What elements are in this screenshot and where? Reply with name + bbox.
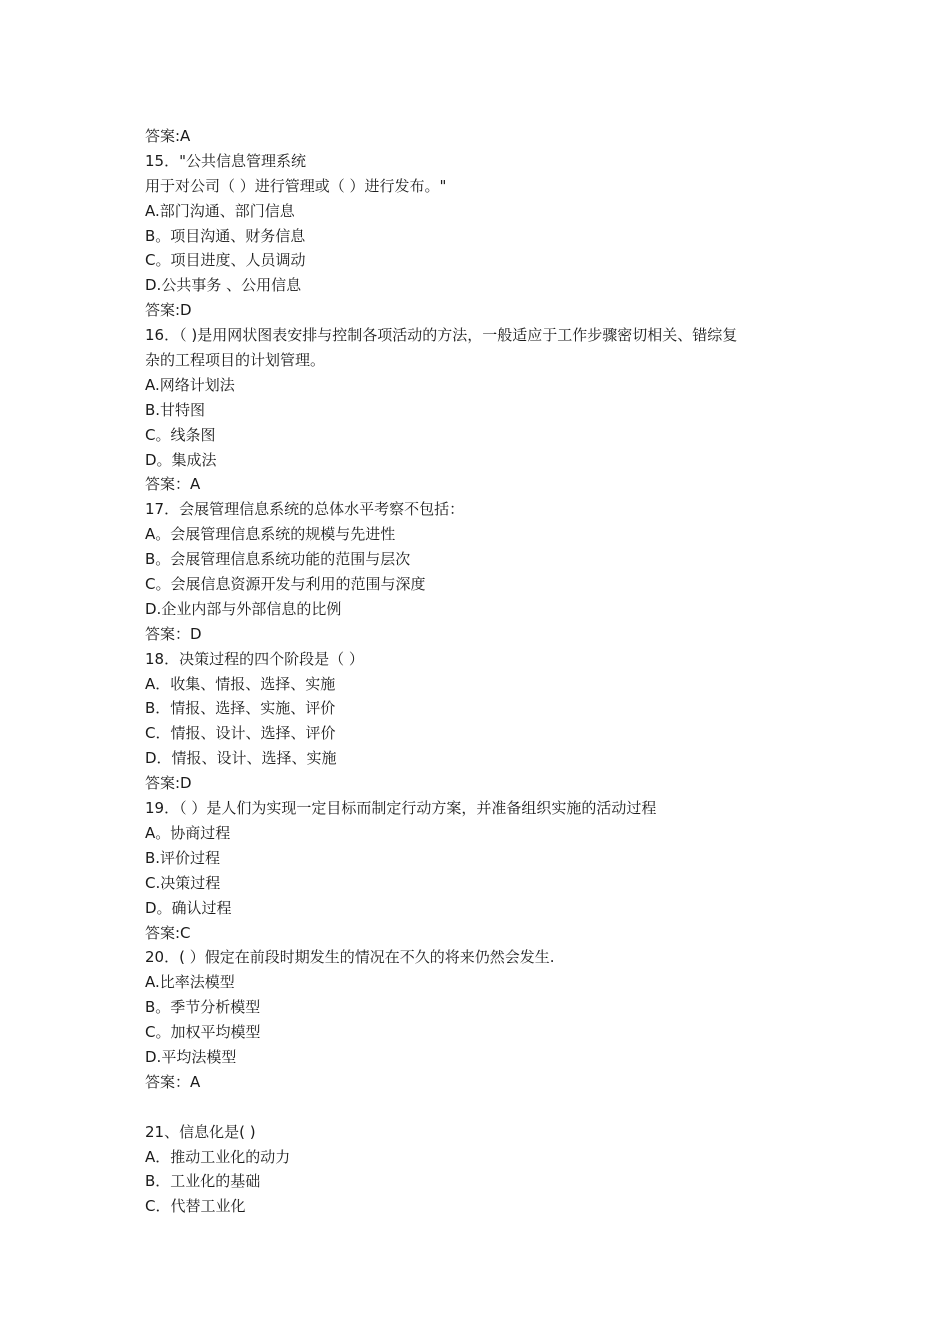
option-18-a: A．收集、情报、选择、实施 (145, 674, 336, 693)
option-15-d: D.公共事务 、公用信息 (145, 276, 302, 295)
option-20-b: B。季节分析模型 (145, 998, 261, 1017)
option-19-b: B.评价过程 (145, 848, 221, 867)
option-18-c: C．情报、设计、选择、评价 (145, 724, 336, 743)
option-20-a: A.比率法模型 (145, 973, 235, 992)
option-19-c: C.决策过程 (145, 873, 221, 892)
answer-14: 答案:A (145, 127, 191, 145)
option-21-a: A．推动工业化的动力 (145, 1147, 291, 1166)
option-15-c: C。项目进度、人员调动 (145, 251, 306, 270)
option-21-c: C．代替工业化 (145, 1197, 246, 1216)
option-16-d: D。集成法 (145, 450, 217, 469)
question-20: 20．( ）假定在前段时期发生的情况在不久的将来仍然会发生. (145, 948, 555, 967)
option-15-a: A.部门沟通、部门信息 (145, 201, 295, 220)
option-17-a: A。会展管理信息系统的规模与先进性 (145, 525, 396, 544)
option-18-b: B．情报、选择、实施、评价 (145, 699, 336, 718)
answer-18: 答案:D (145, 774, 192, 793)
option-19-d: D。确认过程 (145, 898, 232, 917)
question-16-line-1: 16．（ )是用网状图表安排与控制各项活动的方法，一般适应于工作步骤密切相关、错综复 (145, 326, 738, 345)
question-16-line-2: 杂的工程项目的计划管理。 (145, 351, 326, 370)
option-20-c: C。加权平均模型 (145, 1023, 261, 1042)
document-body (145, 124, 845, 1219)
question-17: 17．会展管理信息系统的总体水平考察不包括： (145, 500, 465, 519)
option-21-b: B．工业化的基础 (145, 1172, 261, 1191)
answer-15: 答案:D (145, 301, 192, 320)
option-16-c: C。线条图 (145, 425, 216, 444)
question-15-line-1: 15．"公共信息管理系统 (145, 151, 306, 170)
blank-line (145, 1095, 845, 1120)
option-19-a: A。协商过程 (145, 823, 231, 842)
option-15-b: B。项目沟通、财务信息 (145, 226, 306, 245)
option-17-d: D.企业内部与外部信息的比例 (145, 599, 342, 618)
option-20-d: D.平均法模型 (145, 1047, 237, 1066)
answer-16: 答案：A (145, 475, 201, 494)
question-18: 18．决策过程的四个阶段是（ ） (145, 649, 364, 668)
question-21: 21、信息化是( ) (145, 1122, 256, 1141)
answer-19: 答案:C (145, 923, 191, 942)
question-15-line-2: 用于对公司（ ）进行管理或（ ）进行发布。" (145, 176, 447, 195)
option-16-b: B.甘特图 (145, 400, 206, 419)
option-16-a: A.网络计划法 (145, 375, 235, 394)
question-19: 19．（ ）是人们为实现一定目标而制定行动方案，并准备组织实施的活动过程 (145, 799, 657, 818)
option-17-b: B。会展管理信息系统功能的范围与层次 (145, 550, 411, 569)
answer-20: 答案：A (145, 1072, 201, 1091)
option-18-d: D．情报、设计、选择、实施 (145, 749, 337, 768)
option-17-c: C。会展信息资源开发与利用的范围与深度 (145, 575, 426, 594)
answer-17: 答案：D (145, 624, 202, 643)
